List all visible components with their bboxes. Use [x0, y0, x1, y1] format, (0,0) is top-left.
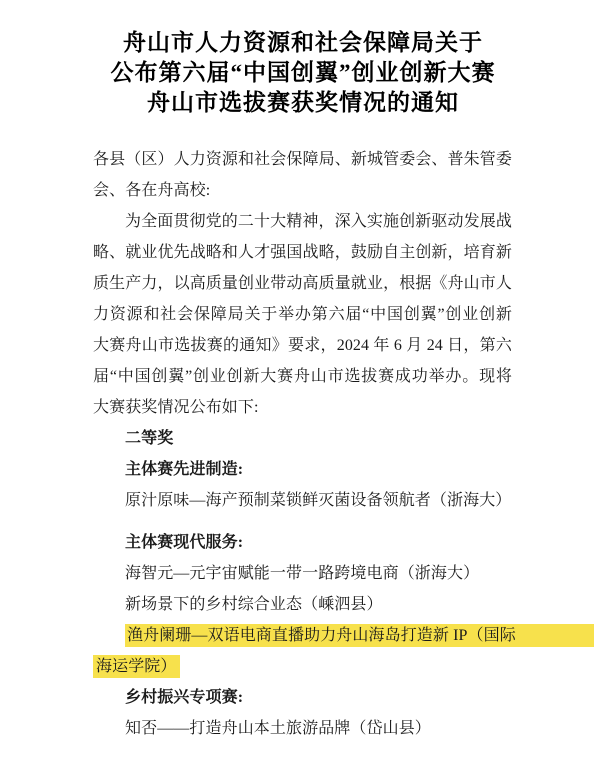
salutation-line: 各县（区）人力资源和社会保障局、新城管委会、普朱管委: [93, 151, 512, 168]
highlight-mark: 渔舟阑珊—双语电商直播助力舟山海岛打造新 IP（国际: [125, 624, 594, 647]
award-entry: 新场景下的乡村综合业态（嵊泗县）: [125, 596, 383, 613]
intro-line: 质生产力，以高质量创业带动高质量就业，根据《舟山市人: [93, 275, 512, 292]
intro-line: 为全面贯彻党的二十大精神，深入实施创新驱动发展战: [125, 213, 512, 230]
document-title: [92, 28, 514, 118]
award-entry: 原汁原味—海产预制菜锁鲜灭菌设备领航者（浙海大）: [125, 492, 512, 509]
highlight-mark: 海运学院）: [93, 655, 180, 678]
title-line-3: 舟山市选拔赛获奖情况的通知: [147, 90, 459, 115]
award-entry: 知否——打造舟山本土旅游品牌（岱山县）: [125, 720, 431, 737]
salutation-line: 会、各在舟高校:: [93, 182, 211, 199]
intro-line: 届“中国创翼”创业创新大赛舟山市选拔赛成功举办。现将: [93, 368, 512, 385]
award-entry: 海智元—元宇宙赋能一带一路跨境电商（浙海大）: [125, 565, 480, 582]
award-entry-highlighted-line-1: [93, 620, 516, 651]
award-category-header-rural-revitalization: 乡村振兴专项赛:: [125, 689, 244, 706]
award-category-header-advanced-manufacturing: 主体赛先进制造:: [125, 461, 244, 478]
intro-line: 略、就业优先战略和人才强国战略，鼓励自主创新，培育新: [93, 244, 512, 261]
intro-line: 大赛舟山市选拔赛的通知》要求，2024 年 6 月 24 日，第六: [93, 337, 512, 354]
title-line-2: 公布第六届“中国创翼”创业创新大赛: [110, 60, 496, 85]
title-line-1: 舟山市人力资源和社会保障局关于: [123, 30, 483, 55]
document-body: [93, 144, 516, 744]
intro-line: 大赛获奖情况公布如下:: [93, 399, 259, 416]
award-category-header-modern-services: 主体赛现代服务:: [125, 534, 244, 551]
award-entry-highlighted-line-2: [93, 651, 512, 682]
award-grade-header: 二等奖: [125, 430, 174, 447]
intro-line: 力资源和社会保障局关于举办第六届“中国创翼”创业创新: [93, 306, 512, 323]
